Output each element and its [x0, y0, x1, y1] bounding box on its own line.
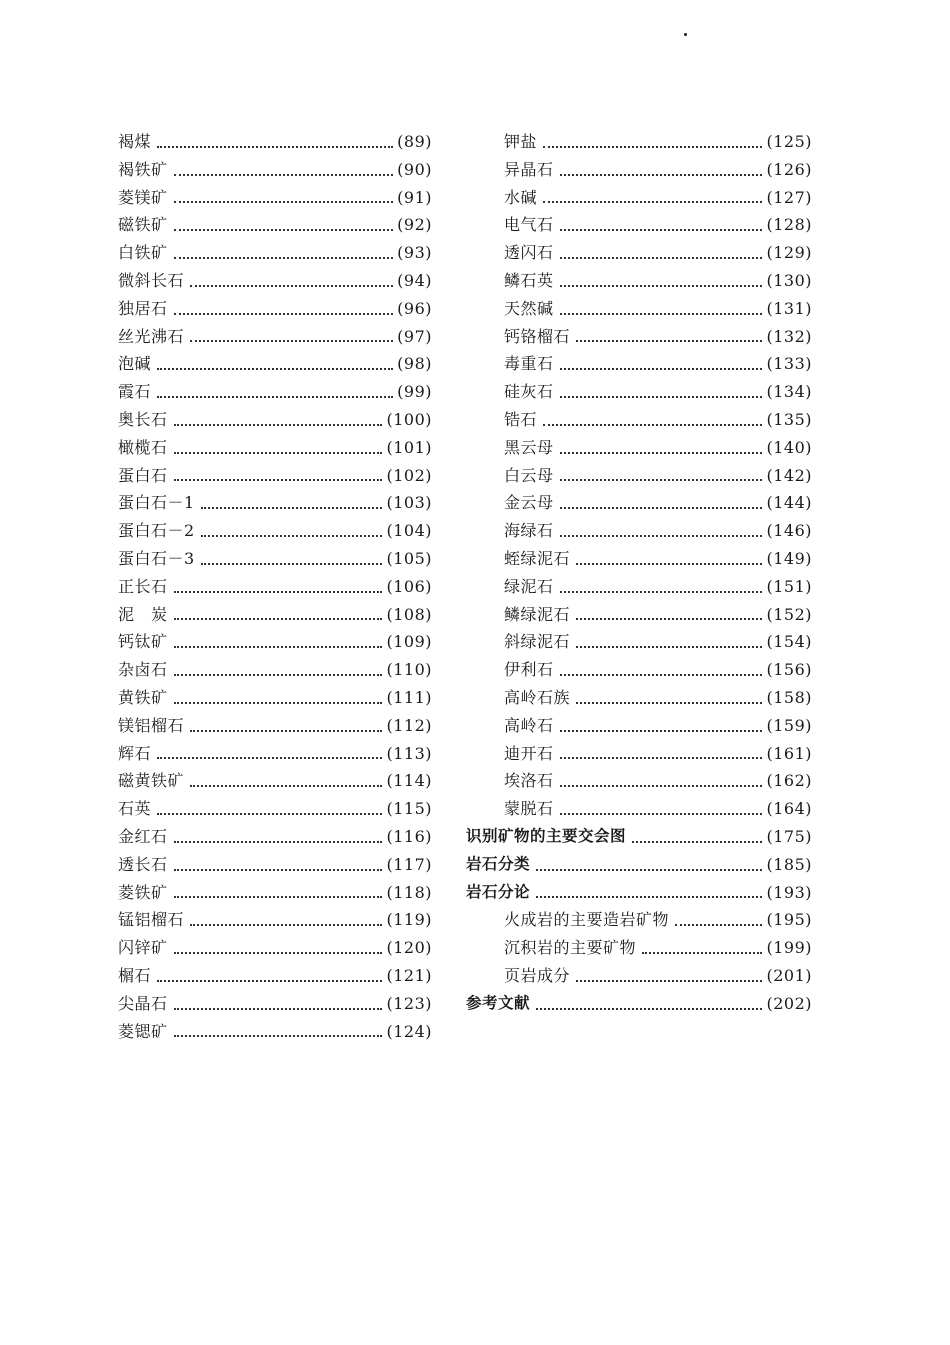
- toc-entry[interactable]: [466, 712, 812, 740]
- dot-leader: [560, 812, 763, 815]
- toc-entry-title: 榍石: [118, 965, 152, 985]
- toc-entry-page: (175): [766, 826, 812, 846]
- toc-entry-page: (151): [766, 576, 812, 596]
- toc-entry-page: (117): [386, 854, 432, 874]
- dot-leader: [536, 1007, 762, 1010]
- dot-leader: [157, 367, 393, 370]
- toc-entry[interactable]: [466, 545, 812, 573]
- toc-entry-title: 闪锌矿: [118, 938, 168, 958]
- toc-entry[interactable]: [466, 601, 812, 629]
- toc-entry[interactable]: [118, 851, 432, 879]
- toc-entry[interactable]: [118, 434, 432, 462]
- toc-entry-title: 菱镁矿: [118, 187, 168, 207]
- toc-entry-title: 金红石: [118, 826, 168, 846]
- toc-entry-title: 钙钛矿: [118, 632, 168, 652]
- toc-entry-title: 鳞石英: [504, 270, 554, 290]
- toc-entry-page: (202): [766, 993, 812, 1013]
- toc-entry-page: (120): [386, 938, 432, 958]
- dot-leader: [190, 923, 382, 926]
- toc-entry[interactable]: [466, 628, 812, 656]
- dot-leader: [174, 1034, 383, 1037]
- dot-leader: [560, 173, 763, 176]
- dot-leader: [560, 673, 763, 676]
- toc-entry-title: 微斜长石: [118, 270, 185, 290]
- toc-entry[interactable]: [466, 962, 812, 990]
- toc-entry-title: 参考文献: [466, 993, 531, 1012]
- toc-entry-title: 岩石分论: [466, 882, 531, 901]
- toc-entry-page: (102): [386, 465, 432, 485]
- toc-entry[interactable]: [466, 239, 812, 267]
- toc-entry-title: 页岩成分: [504, 965, 571, 985]
- toc-entry[interactable]: [118, 740, 432, 768]
- toc-entry-title: 天然碱: [504, 298, 554, 318]
- dot-leader: [560, 590, 763, 593]
- dot-leader: [174, 256, 394, 259]
- toc-entry-title: 毒重石: [504, 354, 554, 374]
- dot-leader: [576, 979, 762, 982]
- toc-entry[interactable]: [466, 684, 812, 712]
- dot-leader: [174, 590, 383, 593]
- toc-entry-title: 霞石: [118, 382, 152, 402]
- toc-entry-title: 绿泥石: [504, 576, 554, 596]
- toc-entry-title: 独居石: [118, 298, 168, 318]
- toc-entry-page: (93): [397, 243, 432, 263]
- dot-leader: [543, 145, 762, 148]
- toc-entry-title: 硅灰石: [504, 382, 554, 402]
- toc-entry[interactable]: [118, 990, 432, 1018]
- toc-entry[interactable]: [118, 823, 432, 851]
- toc-entry[interactable]: [466, 128, 812, 156]
- toc-entry-page: (90): [397, 159, 432, 179]
- toc-entry-title: 透长石: [118, 854, 168, 874]
- dot-leader: [174, 645, 383, 648]
- dot-leader: [560, 478, 763, 481]
- toc-entry-title: 金云母: [504, 493, 554, 513]
- toc-entry[interactable]: [118, 211, 432, 239]
- toc-entry[interactable]: [118, 378, 432, 406]
- toc-entry-page: (199): [766, 938, 812, 958]
- toc-entry[interactable]: [466, 767, 812, 795]
- toc-entry[interactable]: [118, 406, 432, 434]
- toc-entry-page: (111): [386, 687, 432, 707]
- toc-entry-title: 磁铁矿: [118, 215, 168, 235]
- toc-entry-page: (128): [766, 215, 812, 235]
- toc-entry[interactable]: [466, 489, 812, 517]
- toc-entry[interactable]: [118, 156, 432, 184]
- toc-entry[interactable]: [118, 601, 432, 629]
- toc-entry-title: 白铁矿: [118, 243, 168, 263]
- dot-leader: [560, 506, 763, 509]
- toc-entry-title: 沉积岩的主要矿物: [504, 938, 637, 958]
- toc-entry-page: (109): [386, 632, 432, 652]
- toc-entry-page: (142): [766, 465, 812, 485]
- toc-entry-title: 橄榄石: [118, 437, 168, 457]
- toc-entry-page: (112): [386, 715, 432, 735]
- toc-entry-title: 磁黄铁矿: [118, 771, 185, 791]
- dot-leader: [560, 729, 763, 732]
- toc-entry[interactable]: [118, 934, 432, 962]
- dot-leader: [560, 784, 763, 787]
- dot-leader: [190, 729, 382, 732]
- dot-leader: [560, 228, 763, 231]
- toc-entry[interactable]: [466, 906, 812, 934]
- toc-entry[interactable]: [118, 684, 432, 712]
- toc-entry-title: 火成岩的主要造岩矿物: [504, 910, 670, 930]
- toc-entry[interactable]: [118, 767, 432, 795]
- toc-entry-page: (114): [386, 771, 432, 791]
- toc-entry[interactable]: [466, 656, 812, 684]
- dot-leader: [174, 895, 383, 898]
- toc-entry-title: 蛋白石－3: [118, 548, 195, 568]
- toc-entry[interactable]: [466, 517, 812, 545]
- toc-entry[interactable]: [466, 323, 812, 351]
- dot-leader: [642, 951, 762, 954]
- toc-entry-title: 黑云母: [504, 437, 554, 457]
- toc-entry-page: (161): [766, 743, 812, 763]
- toc-entry-page: (115): [386, 799, 432, 819]
- dot-leader: [536, 868, 762, 871]
- toc-entry-title: 正长石: [118, 576, 168, 596]
- toc-entry[interactable]: [118, 184, 432, 212]
- toc-entry-page: (133): [766, 354, 812, 374]
- toc-entry-page: (201): [766, 965, 812, 985]
- toc-entry[interactable]: [466, 740, 812, 768]
- dot-leader: [174, 478, 383, 481]
- toc-entry[interactable]: [118, 239, 432, 267]
- dot-leader: [576, 562, 762, 565]
- toc-entry-title: 蛋白石: [118, 465, 168, 485]
- dot-leader: [632, 840, 762, 843]
- toc-entry-page: (131): [766, 298, 812, 318]
- toc-entry[interactable]: [466, 156, 812, 184]
- toc-entry[interactable]: [118, 573, 432, 601]
- dot-leader: [560, 451, 763, 454]
- toc-entry-title: 蛋白石－2: [118, 521, 195, 541]
- toc-entry-page: (159): [766, 715, 812, 735]
- dot-leader: [174, 173, 394, 176]
- dot-leader: [157, 145, 393, 148]
- toc-entry[interactable]: [466, 462, 812, 490]
- toc-entry[interactable]: [466, 823, 812, 851]
- dot-leader: [543, 423, 762, 426]
- toc-entry-title: 蛋白石－1: [118, 493, 195, 513]
- toc-entry-title: 褐铁矿: [118, 159, 168, 179]
- toc-entry-page: (119): [386, 910, 432, 930]
- toc-entry-page: (195): [766, 910, 812, 930]
- toc-entry[interactable]: [118, 267, 432, 295]
- dot-leader: [174, 312, 394, 315]
- toc-entry-page: (127): [766, 187, 812, 207]
- dot-leader: [157, 395, 393, 398]
- toc-entry[interactable]: [466, 573, 812, 601]
- dot-leader: [174, 951, 383, 954]
- toc-entry-page: (185): [766, 854, 812, 874]
- toc-entry-page: (123): [386, 993, 432, 1013]
- toc-entry-page: (104): [386, 521, 432, 541]
- toc-entry-page: (105): [386, 548, 432, 568]
- toc-entry-title: 镁铝榴石: [118, 715, 185, 735]
- toc-entry-page: (97): [397, 326, 432, 346]
- toc-entry[interactable]: [118, 462, 432, 490]
- dot-leader: [174, 868, 383, 871]
- toc-entry[interactable]: [118, 628, 432, 656]
- toc-entry-title: 伊利石: [504, 660, 554, 680]
- toc-entry[interactable]: [466, 184, 812, 212]
- dot-leader: [190, 784, 382, 787]
- toc-entry-title: 黄铁矿: [118, 687, 168, 707]
- toc-entry-title: 识别矿物的主要交会图: [466, 826, 627, 845]
- toc-entry[interactable]: [466, 295, 812, 323]
- toc-entry-page: (108): [386, 604, 432, 624]
- dot-leader: [560, 395, 763, 398]
- dot-leader: [157, 756, 382, 759]
- dot-leader: [174, 451, 383, 454]
- toc-entry[interactable]: [466, 851, 812, 879]
- toc-entry-title: 泡碱: [118, 354, 152, 374]
- toc-entry-title: 白云母: [504, 465, 554, 485]
- dot-leader: [174, 840, 383, 843]
- toc-entry-page: (154): [766, 632, 812, 652]
- toc-entry-title: 岩石分类: [466, 854, 531, 873]
- toc-entry-page: (158): [766, 687, 812, 707]
- dot-leader: [560, 756, 763, 759]
- toc-entry-title: 杂卤石: [118, 660, 168, 680]
- toc-entry-title: 钾盐: [504, 132, 538, 151]
- dot-leader: [576, 701, 762, 704]
- toc-entry-page: (106): [386, 576, 432, 596]
- toc-entry-title: 锰铝榴石: [118, 910, 185, 930]
- toc-entry-page: (91): [397, 187, 432, 207]
- toc-entry-page: (125): [766, 132, 812, 151]
- dot-leader: [174, 701, 383, 704]
- dot-leader: [560, 534, 763, 537]
- toc-entry[interactable]: [466, 267, 812, 295]
- toc-entry-page: (134): [766, 382, 812, 402]
- toc-entry-title: 尖晶石: [118, 993, 168, 1013]
- toc-entry-page: (146): [766, 521, 812, 541]
- toc-entry[interactable]: [118, 517, 432, 545]
- toc-entry-title: 泥 炭: [118, 604, 168, 624]
- dot-leader: [576, 339, 762, 342]
- toc-entry-page: (140): [766, 437, 812, 457]
- toc-entry-page: (126): [766, 159, 812, 179]
- toc-entry-page: (89): [397, 132, 432, 151]
- dot-leader: [560, 312, 763, 315]
- toc-entry-page: (164): [766, 799, 812, 819]
- dot-leader: [157, 979, 382, 982]
- toc-entry-page: (193): [766, 882, 812, 902]
- dot-leader: [174, 617, 383, 620]
- toc-left-column: [118, 128, 432, 1045]
- toc-entry-title: 石英: [118, 799, 152, 819]
- dot-leader: [201, 562, 383, 565]
- toc-right-column: [466, 128, 812, 1018]
- dot-leader: [201, 534, 383, 537]
- toc-entry-title: 电气石: [504, 215, 554, 235]
- dot-leader: [560, 367, 763, 370]
- toc-entry[interactable]: [118, 795, 432, 823]
- toc-entry-page: (130): [766, 270, 812, 290]
- toc-entry-title: 菱铁矿: [118, 882, 168, 902]
- toc-entry-page: (113): [386, 743, 432, 763]
- toc-entry[interactable]: [118, 489, 432, 517]
- toc-entry-title: 奥长石: [118, 409, 168, 429]
- toc-entry-title: 钙铬榴石: [504, 326, 571, 346]
- toc-entry[interactable]: [466, 990, 812, 1018]
- toc-entry-title: 辉石: [118, 743, 152, 763]
- toc-entry-title: 异晶石: [504, 159, 554, 179]
- dot-leader: [560, 284, 763, 287]
- toc-entry-title: 褐煤: [118, 132, 152, 151]
- toc-entry-page: (149): [766, 548, 812, 568]
- toc-entry[interactable]: [466, 350, 812, 378]
- toc-entry-page: (100): [386, 409, 432, 429]
- toc-entry-page: (116): [386, 826, 432, 846]
- toc-entry[interactable]: [466, 934, 812, 962]
- toc-entry-title: 蒙脱石: [504, 799, 554, 819]
- toc-entry-title: 蛭绿泥石: [504, 548, 571, 568]
- toc-entry-title: 鳞绿泥石: [504, 604, 571, 624]
- toc-entry-title: 高岭石: [504, 715, 554, 735]
- toc-entry[interactable]: [466, 406, 812, 434]
- page-speck: [684, 33, 687, 36]
- toc-entry-page: (101): [386, 437, 432, 457]
- dot-leader: [560, 256, 763, 259]
- toc-entry[interactable]: [118, 295, 432, 323]
- toc-entry-page: (121): [386, 965, 432, 985]
- toc-entry-page: (118): [386, 882, 432, 902]
- toc-entry[interactable]: [466, 879, 812, 907]
- dot-leader: [536, 895, 762, 898]
- toc-entry-page: (162): [766, 771, 812, 791]
- toc-entry-title: 丝光沸石: [118, 326, 185, 346]
- dot-leader: [190, 339, 393, 342]
- toc-entry-page: (94): [397, 270, 432, 290]
- toc-entry-page: (103): [386, 493, 432, 513]
- toc-entry-page: (99): [397, 382, 432, 402]
- toc-entry-page: (110): [386, 660, 432, 680]
- dot-leader: [576, 617, 762, 620]
- toc-entry[interactable]: [466, 795, 812, 823]
- toc-entry-page: (96): [397, 298, 432, 318]
- dot-leader: [174, 673, 383, 676]
- toc-entry-title: 海绿石: [504, 521, 554, 541]
- dot-leader: [576, 645, 762, 648]
- toc-entry[interactable]: [118, 879, 432, 907]
- toc-entry[interactable]: [118, 712, 432, 740]
- toc-entry-title: 埃洛石: [504, 771, 554, 791]
- toc-entry-page: (98): [397, 354, 432, 374]
- dot-leader: [675, 923, 762, 926]
- toc-entry-title: 迪开石: [504, 743, 554, 763]
- toc-entry-page: (156): [766, 660, 812, 680]
- dot-leader: [157, 812, 382, 815]
- toc-entry[interactable]: [118, 545, 432, 573]
- dot-leader: [201, 506, 383, 509]
- dot-leader: [174, 228, 394, 231]
- toc-entry-page: (129): [766, 243, 812, 263]
- toc-entry-page: (135): [766, 409, 812, 429]
- toc-entry[interactable]: [118, 128, 432, 156]
- toc-entry[interactable]: [118, 656, 432, 684]
- toc-entry[interactable]: [118, 962, 432, 990]
- toc-entry-title: 锆石: [504, 409, 538, 429]
- dot-leader: [190, 284, 393, 287]
- toc-entry[interactable]: [118, 323, 432, 351]
- dot-leader: [174, 423, 383, 426]
- toc-entry[interactable]: [466, 211, 812, 239]
- toc-entry[interactable]: [118, 906, 432, 934]
- toc-entry-page: (132): [766, 326, 812, 346]
- toc-entry-page: (92): [397, 215, 432, 235]
- toc-entry-title: 菱锶矿: [118, 1021, 168, 1041]
- toc-entry[interactable]: [466, 434, 812, 462]
- toc-entry-title: 水碱: [504, 187, 538, 207]
- dot-leader: [543, 200, 762, 203]
- toc-entry-title: 高岭石族: [504, 687, 571, 707]
- toc-entry[interactable]: [466, 378, 812, 406]
- toc-entry-page: (152): [766, 604, 812, 624]
- toc-entry[interactable]: [118, 1018, 432, 1046]
- toc-entry-page: (124): [386, 1021, 432, 1041]
- toc-entry-page: (144): [766, 493, 812, 513]
- toc-entry-title: 斜绿泥石: [504, 632, 571, 652]
- dot-leader: [174, 200, 394, 203]
- dot-leader: [174, 1007, 383, 1010]
- toc-entry[interactable]: [118, 350, 432, 378]
- toc-entry-title: 透闪石: [504, 243, 554, 263]
